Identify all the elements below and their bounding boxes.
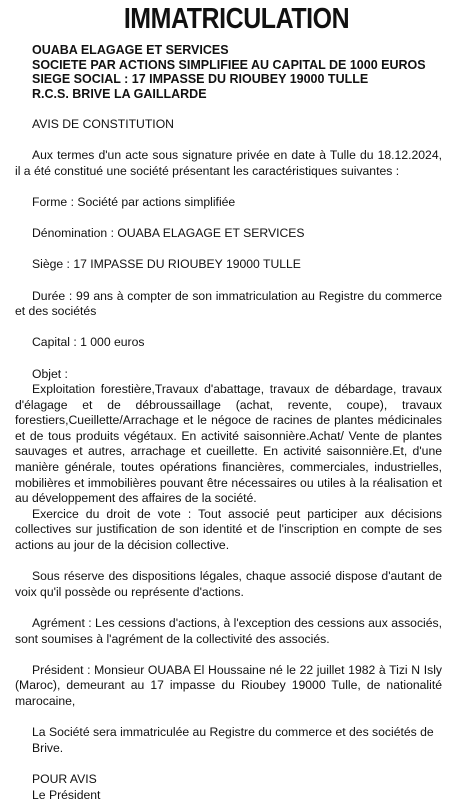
denomination-line: Dénomination : OUABA ELAGAGE ET SERVICES — [32, 226, 305, 241]
intro-paragraph: Aux termes d'un acte sous signature privée en date à Tulle du 18.12.2024, il a été constitué une société présentant les caractéristiques suivantes : — [15, 148, 442, 178]
immatriculation-line: La Société sera immatriculée au Registre du commerce et des sociétés de Brive. — [32, 725, 434, 755]
company-rcs: R.C.S. BRIVE LA GAILLARDE — [32, 86, 207, 101]
signatory: Le Président — [32, 787, 101, 802]
notice-body — [15, 117, 442, 803]
forme-line: Forme : Société par actions simplifiée — [32, 194, 236, 209]
agrement-paragraph: Agrément : Les cessions d'actions, à l'exception des cessions aux associés, sont soumises à l'agrément de la collectivité des associés. — [15, 616, 442, 646]
pour-avis: POUR AVIS — [32, 771, 97, 786]
avis-heading: AVIS DE CONSTITUTION — [32, 117, 174, 131]
objet-paragraph: Exploitation forestière,Travaux d'abattage, travaux de débardage, travaux d'élagage et de débroussaillage (achat, revente, coupe), travaux forestiers,Cueillette/Arrachage et le négoce de racines de plantes médicinales et de tous produits végétaux. En activité saisonnière.Achat/ Vente de plantes sauvages et autres, arrachage et cueillette. En activité saisonnière.Et, d'une manière générale, toutes opérations financières, commerciales, industrielles, mobilières et immobilières pouvant être nécessaires ou utiles à la réalisation et au développement des affaires de la société. — [15, 382, 442, 506]
siege-line: Siège : 17 IMPASSE DU RIOUBEY 19000 TULLE — [32, 257, 301, 272]
objet-label: Objet : — [32, 366, 68, 381]
vote-paragraph: Exercice du droit de vote : Tout associé peut participer aux décisions collectives sur justification de son identité et de l'inscription en compte de ses actions au jour de la décision collective. — [15, 506, 442, 553]
president-paragraph: Président : Monsieur OUABA El Houssaine né le 22 juillet 1982 à Tizi N Isly (Maroc), demeurant au 17 impasse du Rioubey 19000 Tulle, de nationalité marocaine, — [15, 662, 442, 708]
duree-paragraph: Durée : 99 ans à compter de son immatriculation au Registre du commerce et des sociétés — [15, 288, 442, 319]
company-name: OUABA ELAGAGE ET SERVICES — [32, 43, 229, 57]
capital-line: Capital : 1 000 euros — [32, 335, 145, 350]
company-registered-office: SIEGE SOCIAL : 17 IMPASSE DU RIOUBEY 19000 TULLE — [32, 72, 369, 86]
notice-title: IMMATRICULATION — [123, 3, 350, 35]
voix-paragraph: Sous réserve des dispositions légales, chaque associé dispose d'autant de voix qu'il possède ou représente d'actions. — [15, 569, 442, 599]
company-header — [32, 43, 452, 101]
company-form-capital: SOCIETE PAR ACTIONS SIMPLIFIEE AU CAPITAL DE 1000 EUROS — [32, 57, 426, 72]
